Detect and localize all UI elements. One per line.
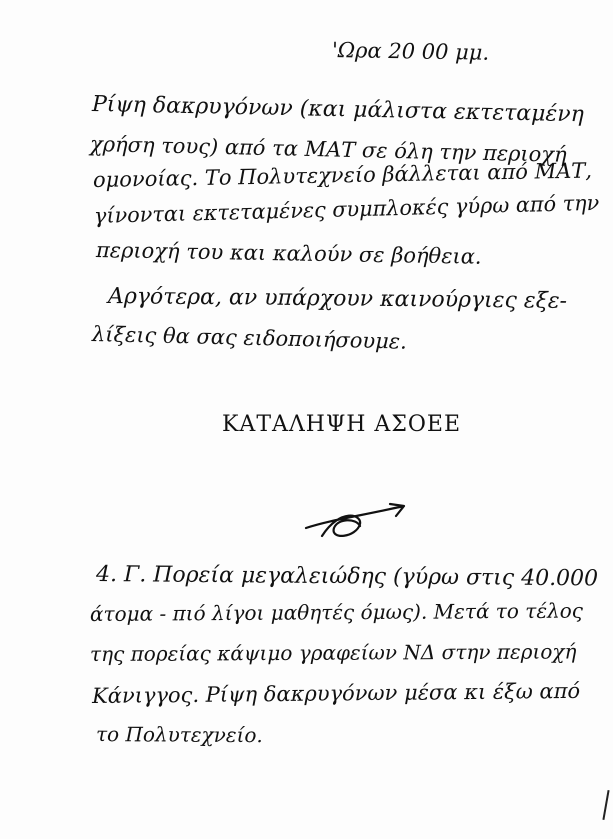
occupation-heading: ΚΑΤΑΛΗΨΗ ΑΣΟΕΕ [222, 412, 462, 437]
text-line-9: άτομα - πιό λίγοι μαθητές όμως). Μετά το τέλος [89, 598, 584, 626]
text-line-4: γίνονται εκτεταμένες συμπλοκές γύρω από την [93, 190, 600, 228]
text-line-6: Αργότερα, αν υπάρχουν καινούργιες εξε- [107, 284, 568, 314]
text-line-5: περιοχή του και καλούν σε βοήθεια. [95, 238, 482, 269]
edge-mark [602, 790, 609, 820]
scribble-mark [300, 498, 412, 548]
text-line-12: το Πολυτεχνείο. [95, 722, 263, 748]
text-line-2: χρήση τους) από τα ΜΑΤ σε όλη την περιοχή [89, 132, 567, 167]
time-note: 'Ωρα 20 00 μμ. [331, 38, 490, 65]
text-line-7: λίξεις θα σας ειδοποιήσουμε. [91, 322, 408, 354]
text-line-1: Ρίψη δακρυγόνων (και μάλιστα εκτεταμένη [91, 92, 585, 128]
text-line-11: Κάνιγγος. Ρίψη δακρυγόνων μέσα κι έξω από [91, 678, 581, 708]
text-line-8: 4. Γ. Πορεία μεγαλειώδης (γύρω στις 40.000 [95, 562, 599, 592]
scribble-stroke [306, 504, 404, 536]
text-line-3: ομονοίας. Το Πολυτεχνείο βάλλεται από ΜΑΤ, [92, 158, 593, 192]
text-line-10: της πορείας κάψιμο γραφείων ΝΔ στην περιοχή [89, 639, 577, 666]
